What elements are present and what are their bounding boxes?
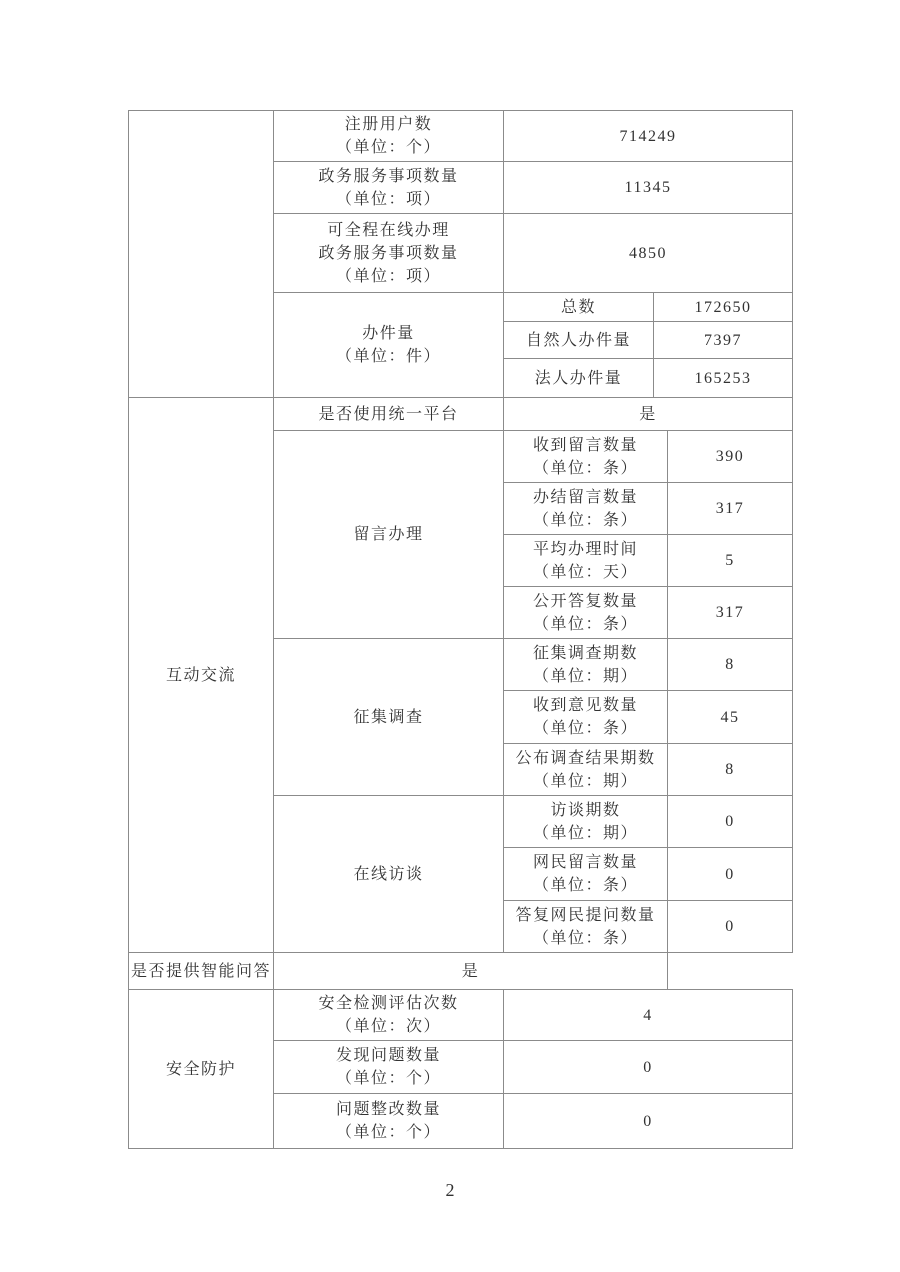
sub-label-cell	[504, 535, 668, 587]
metric-unit: （单位：条）	[532, 929, 638, 947]
group-label-cell	[274, 293, 504, 398]
value-cell: 0	[668, 848, 793, 901]
value-cell: 0	[668, 796, 793, 848]
metric-label: 办结留言数量	[532, 488, 638, 506]
table-row	[129, 398, 793, 431]
metric-label: 平均办理时间	[532, 540, 638, 558]
group-label: 办件量	[362, 325, 415, 342]
sub-label-cell	[504, 691, 668, 744]
metric-label: 公开答复数量	[532, 592, 638, 610]
value-cell: 是	[274, 953, 668, 990]
sub-label-cell	[504, 431, 668, 483]
metric-unit: （单位：期）	[532, 667, 638, 685]
sub-label-cell	[504, 744, 668, 796]
table-row	[129, 990, 793, 1041]
value-cell: 8	[668, 639, 793, 691]
value-cell: 390	[668, 431, 793, 483]
sub-label-cell: 自然人办件量	[504, 322, 654, 359]
label-cell	[274, 1094, 504, 1149]
value-cell: 317	[668, 587, 793, 639]
metric-unit: （单位：期）	[532, 772, 638, 790]
value-cell: 0	[668, 901, 793, 953]
metric-unit: （单位：天）	[532, 563, 638, 581]
metric-unit: （单位：条）	[532, 877, 638, 894]
value-cell: 45	[668, 691, 793, 744]
metric-label: 注册用户数	[344, 116, 433, 133]
group-unit: （单位：件）	[335, 348, 441, 365]
sub-label-cell	[504, 901, 668, 953]
metric-unit: （单位：期）	[532, 824, 638, 842]
category-cell-blank	[129, 111, 274, 398]
metric-label: 发现问题数量	[335, 1047, 441, 1064]
metric-unit: （单位：条）	[532, 720, 638, 737]
value-cell: 172650	[654, 293, 793, 322]
metric-unit: （单位：个）	[335, 1124, 441, 1141]
sub-label-cell	[504, 483, 668, 535]
metric-unit: （单位：条）	[532, 459, 638, 477]
label-cell	[274, 990, 504, 1041]
value-cell: 317	[668, 483, 793, 535]
value-cell: 4	[504, 990, 793, 1041]
metric-label: 网民留言数量	[532, 854, 638, 871]
value-cell: 4850	[504, 214, 793, 293]
metric-label: 收到留言数量	[532, 436, 638, 454]
metric-unit: （单位：条）	[532, 511, 638, 529]
metric-unit: （单位：项）	[335, 190, 441, 208]
sub-label-cell: 法人办件量	[504, 359, 654, 398]
metric-label: 收到意见数量	[532, 697, 638, 714]
value-cell: 165253	[654, 359, 793, 398]
value-cell: 是	[504, 398, 793, 431]
metric-unit: （单位：项）	[335, 267, 441, 285]
label-cell: 是否使用统一平台	[274, 398, 504, 431]
metric-unit: （单位：次）	[335, 1018, 441, 1035]
sub-label-cell: 总数	[504, 293, 654, 322]
metric-unit: （单位：个）	[335, 139, 441, 156]
sub-label-cell	[504, 848, 668, 901]
value-cell: 714249	[504, 111, 793, 162]
value-cell: 0	[504, 1094, 793, 1149]
page-number: 2	[445, 1180, 455, 1200]
value-cell: 0	[504, 1041, 793, 1094]
value-cell: 7397	[654, 322, 793, 359]
metric-label: 征集调查期数	[532, 644, 638, 662]
group-label-cell: 在线访谈	[274, 796, 504, 953]
sub-label-cell	[504, 587, 668, 639]
value-cell: 5	[668, 535, 793, 587]
metric-unit: （单位：条）	[532, 615, 638, 633]
label-cell	[274, 111, 504, 162]
group-label-cell: 留言办理	[274, 431, 504, 639]
metric-unit: （单位：个）	[335, 1070, 441, 1087]
label-cell	[274, 1041, 504, 1094]
sub-label-cell	[504, 639, 668, 691]
group-label-cell: 征集调查	[274, 639, 504, 796]
table-row	[129, 953, 793, 990]
label-cell	[274, 162, 504, 214]
sub-label-cell	[504, 796, 668, 848]
value-cell: 11345	[504, 162, 793, 214]
metric-label: 答复网民提问数量	[515, 906, 656, 924]
category-cell-security: 安全防护	[129, 990, 274, 1149]
label-cell	[274, 214, 504, 293]
metric-label: 问题整改数量	[335, 1101, 441, 1118]
metric-label: 政务服务事项数量	[318, 167, 459, 185]
metric-label: 公布调查结果期数	[515, 749, 656, 767]
metric-label: 可全程在线办理	[327, 221, 450, 239]
table-row	[129, 111, 793, 162]
annual-report-table	[128, 110, 793, 1149]
metric-label: 安全检测评估次数	[318, 995, 459, 1012]
category-cell-interaction: 互动交流	[129, 398, 274, 953]
label-cell: 是否提供智能问答	[129, 953, 274, 990]
metric-label: 政务服务事项数量	[318, 244, 459, 262]
value-cell: 8	[668, 744, 793, 796]
metric-label: 访谈期数	[550, 801, 621, 819]
